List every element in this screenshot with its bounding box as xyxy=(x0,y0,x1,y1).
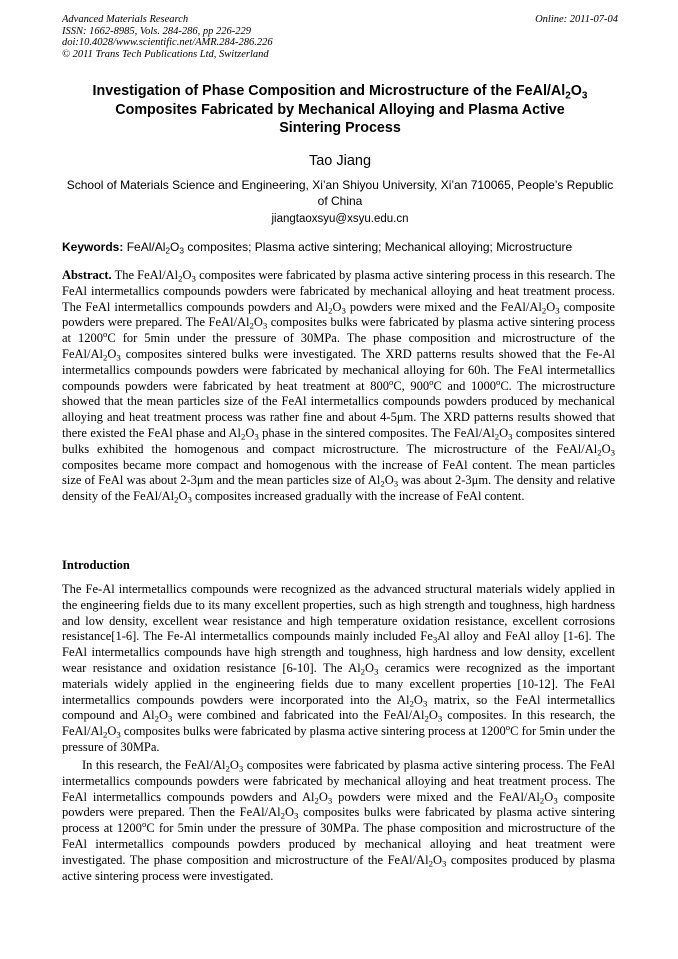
copyright-line: © 2011 Trans Tech Publications Ltd, Switzerland xyxy=(62,48,269,60)
title-line-1: Investigation of Phase Composition and Microstructure of the FeAl/$Al_2O_3$ xyxy=(92,83,588,102)
abstract xyxy=(62,268,615,505)
title-line-2: Composites Fabricated by Mechanical Alloying and Plasma Active xyxy=(115,101,565,118)
keywords-label: Keywords: xyxy=(62,240,124,254)
running-header xyxy=(62,14,618,60)
abstract-text: The FeAl/$Al_2O_3$ composites were fabricated by plasma active sintering process in this research. The FeAl intermetallics compounds powders were fabricated by mechanical alloying and heat treatment process. The FeAl intermetallics compounds powders and $Al_2O_3$ powders were mixed and the FeAl/$Al_2O_3$ composite powders were prepared. The FeAl/$Al_2O_3$ composites bulks were fabricated by plasma active sintering process at 1200$^o$C for 5min under the pressure of 30MPa. The phase composition and microstructure of the FeAl/$Al_2O_3$ composites sintered bulks were investigated. The XRD patterns results showed that the Fe-Al intermetallics compounds powders were fabricated by mechanical alloying for 60h. The FeAl intermetallics compounds powders were fabricated by heat treatment at 800$^o$C, 900$^o$C and 1000$^o$C. The microstructure showed that the mean particles size of the FeAl intermetallics compounds powders produced by mechanical alloying and heat treatment process was rather fine and about 4-5μm. The XRD patterns results showed that there existed the FeAl phase and $Al_2O_3$ phase in the sintered composites. The FeAl/$Al_2O_3$ composites sintered bulks exhibited the homogenous and compact microstructure. The microstructure of the FeAl/$Al_2O_3$ composites became more compact and homogenous with the increase of FeAl content. The mean particles size of FeAl was about 2-3μm and the mean particles size of $Al_2O_3$ was about 2-3μm. The density and relative density of the FeAl/$Al_2O_3$ composites increased gradually with the increase of FeAl content. xyxy=(62,268,616,505)
doi-line: doi:10.4028/www.scientific.net/AMR.284-286.226 xyxy=(62,37,273,48)
paper-title xyxy=(62,82,618,138)
title-line-3: Sintering Process xyxy=(279,120,401,136)
introduction-paragraph-2: In this research, the FeAl/$Al_2O_3$ composites were fabricated by plasma active sintering process. The FeAl intermetallics compounds powders were fabricated by mechanical alloying and heat treatment process. The FeAl intermetallics compounds powders and $Al_2O_3$ powders were mixed and the FeAl/$Al_2O_3$ composite powders were prepared. Then the FeAl/$Al_2O_3$ composites bulks were fabricated by plasma active sintering process at 1200$^o$C for 5min under the pressure of 30MPa. The phase composition and microstructure of the FeAl intermetallics compounds powders produced by mechanical alloying and heat treatment were investigated. The phase composition and microstructure of the FeAl/$Al_2O_3$ composites produced by plasma active sintering process were investigated. xyxy=(62,758,616,883)
introduction-paragraph-1: The Fe-Al intermetallics compounds were recognized as the advanced structural materials widely applied in the engineering fields due to its many excellent properties, such as high strength and toughness, high hardness and low density, excellent wear resistance and high temperature oxidation resistance, excellent corrosions resistance[1-6]. The Fe-Al intermetallics compounds mainly included $Fe_3Al$ alloy and FeAl alloy [1-6]. The FeAl intermetallics compounds have high strength and toughness, high hardness and low density, excellent wear resistance and oxidation resistance [6-10]. The $Al_2O_3$ ceramics were recognized as the important materials widely applied in the engineering fields due to many excellent properties [10-12]. The FeAl intermetallics compounds powders were incorporated into the $Al_2O_3$ matrix, so the FeAl intermetallics compound and $Al_2O_3$ were combined and fabricated into the FeAl/$Al_2O_3$ composites. In this research, the FeAl/$Al_2O_3$ composites bulks were fabricated by plasma active sintering process at 1200$^o$C for 5min under the pressure of 30MPa. xyxy=(62,582,616,754)
introduction-heading: Introduction xyxy=(62,558,130,572)
abstract-label: Abstract. xyxy=(62,268,112,282)
online-date: Online: 2011-07-04 xyxy=(535,14,618,25)
keywords: Keywords: FeAl/$Al_2O_3$ composites; Plasma active sintering; Mechanical alloying; Microstructure xyxy=(62,240,573,256)
author-name: Tao Jiang xyxy=(308,153,372,169)
journal-name: Advanced Materials Research xyxy=(62,14,189,25)
author-affiliation: School of Materials Science and Engineering, Xi’an Shiyou University, Xi’an 710065, People’s Republic of China xyxy=(66,178,614,208)
issn-line: ISSN: 1662-8985, Vols. 284-286, pp 226-229 xyxy=(62,25,251,37)
author-email[interactable]: jiangtaoxsyu@xsyu.edu.cn xyxy=(271,213,409,225)
